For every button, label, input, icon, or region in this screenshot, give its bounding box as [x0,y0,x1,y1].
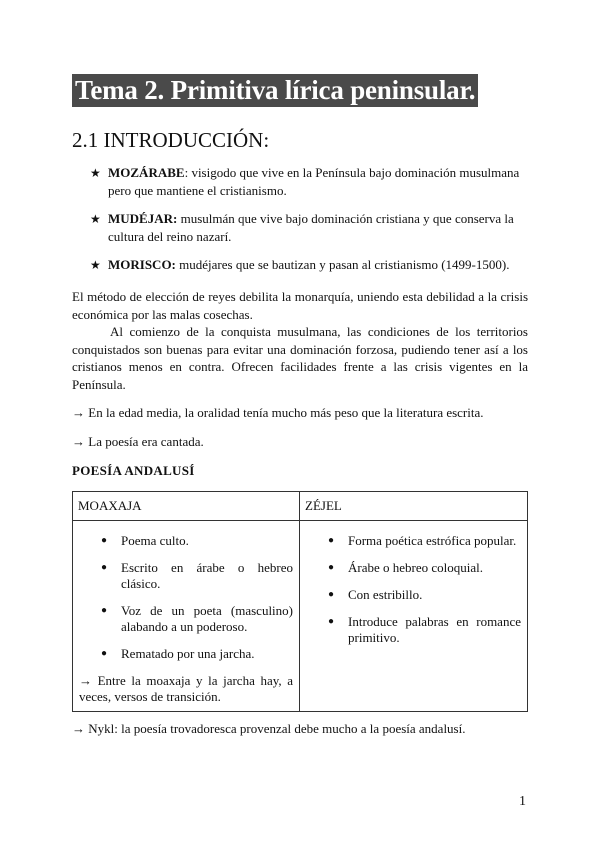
poesia-andalusi-heading: POESÍA ANDALUSÍ [72,463,195,478]
page-title: Tema 2. Primitiva lírica peninsular. [72,74,478,107]
zejel-cell [300,521,528,712]
zejel-list [306,533,521,646]
list-item [79,533,293,549]
dot-bullet-icon: ● [328,562,335,573]
list-item-text: Árabe o hebreo coloquial. [348,560,484,575]
definition-term: MOZÁRABE [108,165,185,180]
list-item-text: Con estribillo. [348,587,423,602]
table-header-moaxaja: MOAXAJA [73,492,300,521]
table-header-zejel: ZÉJEL [300,492,528,521]
definition-item [90,256,530,274]
list-item-text: Introduce palabras en romance primitivo. [348,614,521,645]
definition-separator: : [184,165,189,180]
dot-bullet-icon: ● [328,589,335,600]
note-oralidad: → En la edad media, la oralidad tenía mucho más peso que la literatura escrita. [72,405,484,420]
list-item-text: Escrito en árabe o hebreo clásico. [121,560,293,591]
list-item [306,587,521,603]
moaxaja-cell [73,521,300,712]
dot-bullet-icon: ● [328,616,335,627]
list-item [306,614,521,646]
dot-bullet-icon: ● [101,562,108,573]
list-item [79,603,293,635]
paragraph-conquista: Al comienzo de la conquista musulmana, las condiciones de los territorios conquistados son buenas para evitar una dominación forzosa, pudiendo tener así a los cristianos menos en contra. Ofrecen facilidades frente a las crisis vigentes en la Península. [72,324,528,392]
star-bullet-icon: ★ [90,212,101,226]
definitions-list [90,164,530,284]
definition-text: musulmán que vive bajo dominación cristiana y que conserva la cultura del reino nazarí. [108,211,514,244]
dot-bullet-icon: ● [328,535,335,546]
dot-bullet-icon: ● [101,605,108,616]
list-item [79,646,293,662]
star-bullet-icon: ★ [90,258,101,272]
list-item [79,560,293,592]
definition-text: mudéjares que se bautizan y pasan al cristianismo (1499-1500). [175,257,510,272]
page-number: 1 [519,794,526,809]
footer-note: → Nykl: la poesía trovadoresca provenzal debe mucho a la poesía andalusí. [72,721,466,736]
definition-item [90,210,530,246]
list-item-text: Forma poética estrófica popular. [348,533,517,548]
dot-bullet-icon: ● [101,535,108,546]
list-item [306,560,521,576]
definition-item [90,164,530,200]
definition-term: MORISCO: [108,257,176,272]
list-item [306,533,521,549]
star-bullet-icon: ★ [90,166,101,180]
list-item-text: Voz de un poeta (masculino) alabando a un poderoso. [121,603,293,634]
section-heading: 2.1 INTRODUCCIÓN: [72,128,270,152]
list-item-text: Poema culto. [121,533,189,548]
moaxaja-note: → Entre la moaxaja y la jarcha hay, a veces, versos de transición. [79,673,293,704]
definition-term: MUDÉJAR: [108,211,178,226]
comparison-table [72,491,528,712]
definition-text: visigodo que vive en la Península bajo dominación musulmana pero que mantiene el cristianismo. [108,165,520,198]
list-item-text: Rematado por una jarcha. [121,646,255,661]
note-poesia-cantada: → La poesía era cantada. [72,434,204,449]
moaxaja-list [79,533,293,662]
paragraph-monarquia: El método de elección de reyes debilita la monarquía, uniendo esta debilidad a la crisis económica por las malas cosechas. [72,289,528,322]
dot-bullet-icon: ● [101,648,108,659]
